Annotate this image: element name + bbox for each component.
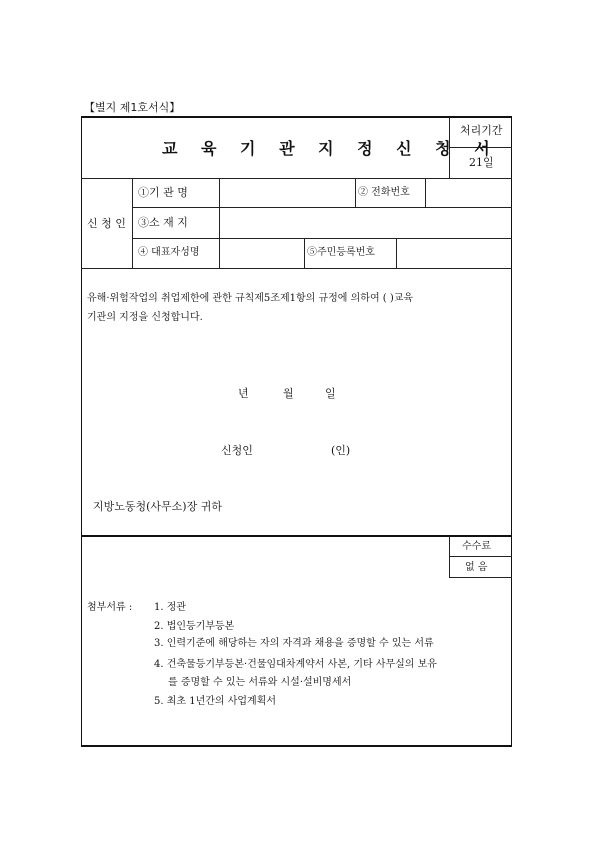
org-name-field[interactable] bbox=[220, 179, 354, 206]
resident-number-field[interactable] bbox=[397, 239, 511, 267]
seal-mark: (인) bbox=[331, 444, 351, 457]
form-label: 【별지 제1호서식】 bbox=[84, 101, 181, 114]
attachments-label: 첨부서류 : bbox=[87, 602, 133, 613]
attachment-item: 2. 법인등기부등본 bbox=[154, 621, 235, 632]
attachment-item: 4. 건축물등기부등본·건물임대차계약서 사본, 기타 사무실의 보유 bbox=[154, 659, 437, 670]
processing-period-value: 21일 bbox=[469, 156, 494, 169]
processing-period-label: 처리기간 bbox=[460, 124, 503, 137]
fee-box-bottom bbox=[449, 577, 512, 578]
application-statement-line1: 유해·위험작업의 취업제한에 관한 규칙제5조제1항의 규정에 의하여 ( )교육 bbox=[87, 293, 414, 304]
attachment-item: 5. 최초 1년간의 사업계획서 bbox=[154, 696, 277, 707]
fee-label: 수수료 bbox=[462, 541, 491, 552]
addressee: 지방노동청(사무소)장 귀하 bbox=[93, 500, 222, 513]
resident-label-left-divider bbox=[304, 238, 305, 268]
org-name-label: ①기 관 명 bbox=[138, 186, 188, 199]
signer-label: 신청인 bbox=[221, 444, 253, 457]
address-label: ③소 재 지 bbox=[138, 216, 188, 229]
date-day: 일 bbox=[325, 387, 336, 400]
date-month: 월 bbox=[283, 387, 294, 400]
fee-value: 없 음 bbox=[465, 562, 488, 573]
fee-section-divider bbox=[81, 535, 512, 537]
resident-number-label: ⑤주민등록번호 bbox=[307, 247, 375, 258]
document-title: 교 육 기 관 지 정 신 청 서 bbox=[162, 139, 499, 158]
applicant-label: 신 청 인 bbox=[87, 217, 126, 230]
attachment-item: 3. 인력기준에 해당하는 자의 자격과 채용을 증명할 수 있는 서류 bbox=[154, 638, 434, 649]
representative-label: ④ 대표자성명 bbox=[138, 247, 200, 258]
address-field[interactable] bbox=[220, 208, 511, 237]
date-year: 년 bbox=[238, 387, 249, 400]
phone-label: ② 전화번호 bbox=[358, 187, 410, 198]
phone-label-left-divider bbox=[355, 178, 356, 207]
representative-field[interactable] bbox=[220, 239, 303, 267]
applicant-column-divider bbox=[132, 178, 133, 268]
phone-field[interactable] bbox=[426, 179, 511, 206]
attachment-item-continuation: 를 증명할 수 있는 서류와 시설·설비명세서 bbox=[168, 677, 352, 688]
application-statement-line2: 기관의 지정을 신청합니다. bbox=[87, 312, 203, 323]
attachment-item: 1. 정관 bbox=[154, 602, 187, 613]
applicant-section-bottom bbox=[81, 268, 512, 269]
fee-box-mid bbox=[449, 556, 512, 557]
